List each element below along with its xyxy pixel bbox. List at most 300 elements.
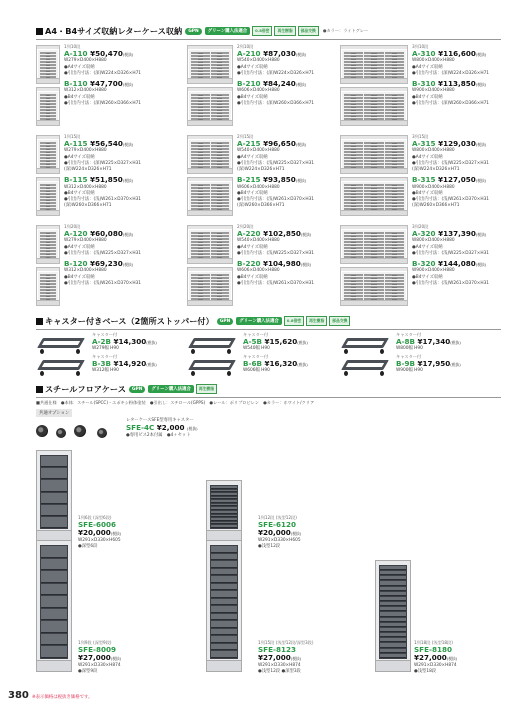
drawer [385, 247, 404, 249]
drawer [211, 190, 230, 192]
drawer [211, 497, 237, 500]
section-title: A4・B4サイズ収納レターケース収納 [45, 25, 183, 36]
drawer [364, 106, 383, 108]
letter-case-image [187, 270, 233, 306]
drawer [385, 286, 404, 288]
drawer [344, 64, 363, 66]
drawer [344, 295, 363, 297]
model-number: B-320 [412, 259, 436, 269]
configuration-caption: 2列10段 [237, 44, 254, 49]
drawer [191, 61, 210, 63]
eco-tag: 0.8倍密 [252, 26, 272, 36]
drawer [364, 184, 383, 186]
price: ¥69,230 [89, 259, 123, 269]
model-number: B-9B [396, 359, 415, 369]
spec-note: (深)W260×D366×H71 [64, 203, 112, 209]
drawer [40, 295, 56, 297]
drawer [41, 546, 67, 558]
drawer [364, 142, 383, 144]
drawer [41, 571, 67, 583]
drawer [364, 244, 383, 246]
drawer [385, 184, 404, 186]
drawer [211, 606, 237, 613]
model-number: B-310 [412, 79, 436, 89]
price: ¥93,850 [262, 175, 296, 185]
drawer [385, 196, 404, 198]
drawer [385, 190, 404, 192]
drawer [385, 154, 404, 156]
drawer [211, 184, 230, 186]
drawer [380, 602, 406, 606]
color-note: ●カラー：ライトグレー [322, 28, 369, 33]
drawer [380, 612, 406, 616]
spec-note: (深)W224×D326×H71 [412, 167, 460, 173]
drawer [191, 115, 210, 117]
drawer [40, 97, 56, 99]
steel-case-info [258, 515, 301, 550]
drawer [385, 97, 404, 99]
drawer [211, 286, 230, 288]
drawer [191, 94, 210, 96]
spec-note: ●引出内寸法：(深)W224×D326×H71 [64, 70, 142, 76]
drawer [385, 193, 404, 195]
drawer [344, 283, 363, 285]
drawer [191, 280, 210, 282]
drawer [344, 253, 363, 255]
drawer [385, 238, 404, 240]
drawer [211, 599, 237, 606]
dimensions: W606幅 H90 [243, 368, 270, 374]
dimensions: W312×D400×H880 [64, 268, 107, 274]
drawer [191, 202, 210, 204]
drawer [40, 160, 56, 162]
model-line [237, 176, 314, 184]
drawer [191, 67, 210, 69]
drawer [211, 238, 230, 240]
drawer [364, 241, 383, 243]
drawer [385, 235, 404, 237]
drawer [211, 546, 237, 553]
drawer [364, 151, 383, 153]
spec-note: ●引出内寸法：(深)W260×D366×H71 [412, 100, 490, 106]
spec-note: ●A4サイズ収納 [237, 154, 268, 160]
drawer [385, 295, 404, 297]
drawer [344, 232, 363, 234]
drawer [40, 100, 56, 102]
drawer [364, 73, 383, 75]
divider [36, 397, 501, 398]
drawer [385, 103, 404, 105]
price: ¥2,000 [156, 423, 185, 433]
price: ¥60,080 [90, 229, 123, 239]
letter-case-image [36, 48, 60, 84]
drawer [40, 115, 56, 117]
drawer [344, 109, 363, 111]
drawer [211, 106, 230, 108]
base-caption: キャスター付 [243, 354, 269, 359]
wheel-icon [380, 371, 384, 376]
tax-note: (税抜) [122, 142, 134, 148]
price: ¥27,000 [258, 653, 291, 663]
model-number: B-210 [237, 79, 261, 89]
drawer [385, 151, 404, 153]
drawer [191, 52, 210, 54]
dimensions: W279×D400×H880 [64, 58, 107, 64]
drawer [344, 70, 363, 72]
dimensions: W606×D400×H880 [237, 268, 280, 274]
drawer [211, 73, 230, 75]
drawer [385, 187, 404, 189]
drawer [191, 103, 210, 105]
spec-note: ●A4サイズ収納 [412, 154, 443, 160]
drawer [364, 94, 383, 96]
drawer [344, 250, 363, 252]
drawer [380, 566, 406, 570]
page-number: 380 [8, 690, 29, 701]
price: ¥20,000 [78, 528, 111, 538]
dimensions: W291×D330×H874 [414, 662, 457, 668]
letter-case-image [187, 90, 233, 126]
drawer [364, 235, 383, 237]
drawer [211, 94, 230, 96]
drawer [211, 148, 230, 150]
model-number: A-310 [412, 49, 436, 59]
green-purchase-badge: GPN [185, 28, 202, 35]
tax-note: (税抜) [290, 656, 302, 662]
drawer [344, 202, 363, 204]
price: ¥129,030 [438, 139, 476, 149]
spec-note: ●A4サイズ収納 [237, 64, 268, 70]
drawer [191, 163, 210, 165]
drawer [211, 584, 237, 591]
dimensions: W900×D400×H880 [412, 184, 455, 190]
drawer [380, 654, 406, 658]
drawer [41, 596, 67, 608]
tax-note: (税抜) [122, 232, 134, 238]
model-number: A-210 [237, 49, 261, 59]
model-number: SFE-6006 [78, 520, 116, 530]
drawer [364, 100, 383, 102]
drawer [211, 61, 230, 63]
drawer [364, 145, 383, 147]
dimensions: W540×D400×H880 [237, 58, 280, 64]
price: ¥137,390 [438, 229, 476, 239]
model-number: A-320 [412, 229, 436, 239]
configuration-caption: 1列20段 [64, 224, 81, 229]
model-number: A-215 [237, 139, 261, 149]
drawer [385, 160, 404, 162]
drawer [40, 106, 56, 108]
drawer [344, 289, 363, 291]
drawer [344, 247, 363, 249]
drawer [40, 289, 56, 291]
drawer [40, 151, 56, 153]
drawer [40, 244, 56, 246]
drawer [380, 623, 406, 627]
drawer [211, 145, 230, 147]
drawer [344, 115, 363, 117]
dimensions: W291×D330×H874 [78, 662, 121, 668]
square-bullet-icon [36, 318, 43, 325]
drawer [40, 55, 56, 57]
drawer [211, 163, 230, 165]
price: ¥50,470 [90, 49, 123, 59]
steel-floor-case-image [206, 540, 242, 672]
price: ¥113,850 [437, 79, 476, 89]
drawer [364, 148, 383, 150]
tax-note: (税抜) [110, 531, 122, 537]
caster-wheel-image [97, 428, 107, 438]
drawer [211, 486, 237, 489]
drawer [385, 253, 404, 255]
base-info [92, 332, 157, 353]
base-caption: キャスター付 [396, 332, 422, 337]
drawer [344, 205, 363, 207]
spec-note: ●A4サイズ収納 [412, 244, 443, 250]
spec-note: ●引出内寸法：(浅)W225×D327×H31 [237, 160, 315, 166]
drawer [211, 157, 230, 159]
spec-note: ●B4サイズ収納 [412, 94, 443, 100]
drawer [344, 241, 363, 243]
drawer [191, 283, 210, 285]
letter-case-image [36, 270, 60, 306]
drawer [40, 70, 56, 72]
option-label: 共通オプション [36, 409, 72, 417]
drawer [211, 52, 230, 54]
spec-note: ●引出内寸法：(深)W260×D366×H71 [237, 100, 315, 106]
drawer [41, 559, 67, 571]
tax-note: (税抜) [297, 362, 308, 368]
letter-case-image [36, 138, 60, 174]
drawer [385, 61, 404, 63]
drawer [385, 70, 404, 72]
price: ¥15,620 [264, 337, 298, 347]
dimensions: W312×D400×H880 [64, 88, 107, 94]
drawer [40, 253, 56, 255]
dimensions: W312×D400×H880 [64, 184, 107, 190]
eco-tag: 再生樹脂 [274, 26, 295, 36]
green-purchase-label: グリーン購入法適合 [236, 317, 281, 325]
tax-note: (税抜) [295, 52, 307, 58]
product-info [64, 224, 141, 287]
spec-note: ●浅型12段 ●深型3段 [258, 668, 301, 674]
drawer [344, 61, 363, 63]
drawer [191, 250, 210, 252]
drawer [344, 286, 363, 288]
drawer [41, 609, 67, 621]
drawer [211, 591, 237, 598]
drawer [40, 283, 56, 285]
drawer [344, 73, 363, 75]
base-info [396, 354, 461, 375]
drawer [364, 64, 383, 66]
model-number: B-6B [243, 359, 262, 369]
price: ¥14,300 [113, 337, 147, 347]
letter-case-image [340, 90, 408, 126]
product-info [412, 134, 489, 209]
drawer [40, 190, 56, 192]
drawer [344, 274, 363, 276]
eco-tag: 部品交換 [329, 316, 350, 326]
drawer [191, 154, 210, 156]
spec-note: ●深型6段 [78, 543, 98, 549]
base-info [243, 354, 308, 375]
drawer [211, 103, 230, 105]
drawer [211, 244, 230, 246]
drawer [211, 283, 230, 285]
drawer [364, 238, 383, 240]
spec-note: ●引出内寸法：(浅)W225×D327×H31 [412, 160, 490, 166]
drawer [211, 202, 230, 204]
divider [36, 39, 501, 40]
drawer [380, 607, 406, 611]
price: ¥104,980 [262, 259, 301, 269]
drawer [40, 163, 56, 165]
letter-case-image [36, 90, 60, 126]
model-number: A-115 [64, 139, 88, 149]
drawer [40, 67, 56, 69]
price-line [78, 529, 121, 537]
drawer [40, 292, 56, 294]
configuration-caption: 1列9段 (深型9段) [78, 640, 112, 645]
drawer [385, 292, 404, 294]
tax-note: (税抜) [295, 178, 307, 184]
drawer [191, 148, 210, 150]
steel-case-info [414, 640, 457, 675]
drawer [380, 649, 406, 653]
drawer [40, 103, 56, 105]
letter-case-image [36, 228, 60, 264]
drawer [211, 522, 237, 525]
model-number: A-5B [243, 337, 263, 347]
letter-case-image [36, 180, 60, 216]
drawer [364, 247, 383, 249]
wheel-icon [40, 371, 44, 376]
drawer [380, 633, 406, 637]
drawer [344, 52, 363, 54]
dimensions: W291×D330×H874 [258, 662, 301, 668]
drawer [364, 160, 383, 162]
drawer [191, 292, 210, 294]
drawer [41, 456, 67, 467]
drawer [344, 151, 363, 153]
drawer [380, 643, 406, 647]
tax-note: (税抜) [295, 82, 307, 88]
letter-case-image [340, 180, 408, 216]
green-purchase-badge: GPN [129, 386, 146, 393]
drawer [364, 115, 383, 117]
tax-note: (税抜) [146, 362, 157, 368]
green-purchase-label: グリーン購入法適合 [205, 27, 250, 35]
drawer [344, 292, 363, 294]
spec-note: ●引出内寸法：(深)W224×D326×H71 [412, 70, 490, 76]
drawer [344, 235, 363, 237]
price: ¥17,340 [417, 337, 451, 347]
tax-note: (税抜) [187, 426, 198, 432]
drawer [344, 280, 363, 282]
section-title: スチールフロアケース [45, 383, 126, 394]
drawer [385, 241, 404, 243]
drawer [40, 202, 56, 204]
drawer [385, 52, 404, 54]
model-number: A-2B [92, 337, 112, 347]
drawer [211, 511, 237, 514]
drawer [364, 274, 383, 276]
drawer [191, 289, 210, 291]
drawer [385, 274, 404, 276]
spec-note: (深)W260×D366×H71 [237, 203, 285, 209]
drawer [191, 151, 210, 153]
drawer [211, 518, 237, 521]
drawer [344, 193, 363, 195]
price-footnote: ※表示価格は税抜き価格です。 [32, 695, 93, 700]
price: ¥27,000 [414, 653, 447, 663]
drawer [211, 112, 230, 114]
tax-note: (税抜) [475, 142, 487, 148]
wheel-icon [76, 371, 80, 376]
price-line [258, 529, 301, 537]
drawer [211, 277, 230, 279]
drawer [385, 202, 404, 204]
drawer [211, 154, 230, 156]
letter-case-image [340, 48, 408, 84]
product-info [237, 134, 314, 209]
model-number: B-3B [92, 359, 111, 369]
drawer [344, 160, 363, 162]
drawer [211, 142, 230, 144]
dimensions: W540幅 H90 [243, 346, 270, 352]
drawer [191, 112, 210, 114]
tax-note: (税抜) [295, 142, 307, 148]
drawer [385, 73, 404, 75]
drawer [344, 190, 363, 192]
drawer [211, 500, 237, 503]
drawer [211, 554, 237, 561]
drawer [344, 100, 363, 102]
drawer [385, 112, 404, 114]
divider [36, 329, 501, 330]
drawer [344, 277, 363, 279]
drawer [364, 232, 383, 234]
spec-note: ●引出内寸法：(浅)W261×D370×H31 [412, 196, 490, 202]
drawer [211, 205, 230, 207]
steel-floor-case-image [375, 560, 411, 672]
drawer [344, 199, 363, 201]
drawer [211, 97, 230, 99]
drawer [41, 468, 67, 479]
drawer [41, 480, 67, 491]
dimensions: W800×D400×H880 [412, 148, 455, 154]
configuration-caption: 3列15段 [412, 134, 429, 139]
product-info [412, 224, 489, 287]
drawer [40, 73, 56, 75]
dimensions: W291×D330×H605 [258, 537, 301, 543]
drawer [211, 295, 230, 297]
drawer [40, 274, 56, 276]
common-spec: ■共通仕様 ●本体：スチール(SPCC)・エポキシ粉体塗装 ●引出し：スチロール(GPPS) ●レール：ポリプロピレン ●カラー：ホワイト/クリア [36, 400, 315, 405]
spec-note: ●引出内寸法：(浅)W261×D370×H31 [64, 196, 142, 202]
spec-note: ●A4サイズ収納 [64, 64, 95, 70]
caster-model-line [126, 424, 198, 432]
drawer [364, 193, 383, 195]
caster-notes: ●専用ビス2本付属 ●4ヶセット [126, 432, 191, 438]
product-info [412, 44, 489, 107]
spec-note: ●引出内寸法：(深)W260×D366×H71 [64, 100, 142, 106]
wheel-icon [227, 371, 231, 376]
drawer [211, 274, 230, 276]
drawer [211, 115, 230, 117]
tax-note: (税抜) [122, 82, 134, 88]
